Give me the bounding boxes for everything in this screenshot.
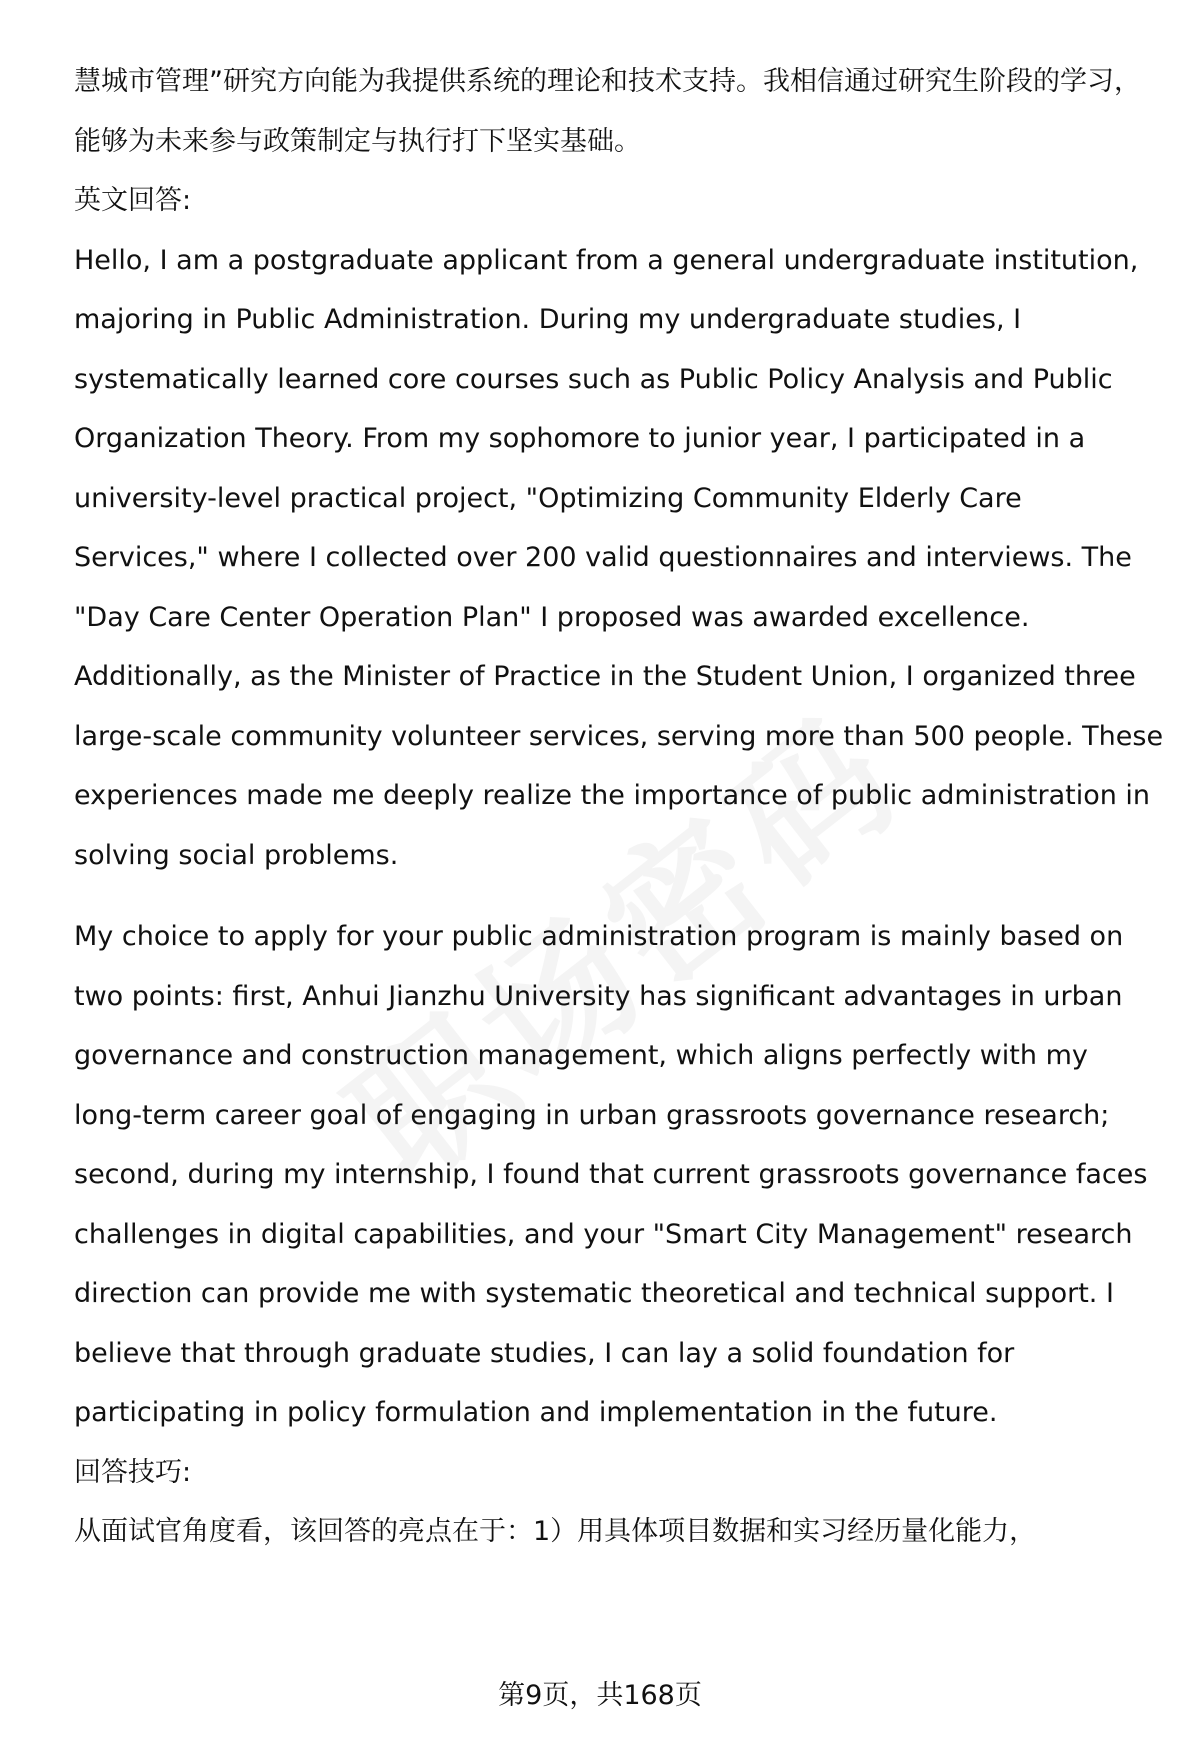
intro-continuation-paragraph: 慧城市管理”研究方向能为我提供系统的理论和技术支持。我相信通过研究生阶段的学习，能够为未来参与政策制定与执行打下坚实基础。 (74, 66, 1141, 157)
english-answer-label: 英文回答: (74, 185, 192, 216)
tips-first-line: 从面试官角度看，该回答的亮点在于：1）用具体项目数据和实习经历量化能力， (74, 1516, 1037, 1547)
document-body (74, 52, 1164, 1562)
english-paragraph-1: Hello, I am a postgraduate applicant from a general undergraduate institution, majoring in Public Administration. During my undergraduate studies, I systematically learned core courses such as Public Policy Analysis and Public Organization Theory. From my sophomore to junior year, I participated in a university-level practical project, "Optimizing Community Elderly Care Services," where I collected over 200 valid questionnaires and interviews. The "Day Care Center Operation Plan" I proposed was awarded excellence. Additionally, as the Minister of Practice in the Student Union, I organized three large-scale community volunteer services, serving more than 500 people. These experiences made me deeply realize the importance of public administration in solving social problems. (74, 244, 1164, 871)
page-indicator: 第9页，共168页 (498, 1680, 702, 1711)
tips-label: 回答技巧: (74, 1456, 192, 1488)
english-paragraph-2: My choice to apply for your public administration program is mainly based on two points: first, Anhui Jianzhu University has significant advantages in urban governance and construction management, which aligns perfectly with my long-term career goal of engaging in urban grassroots governance research; second, during my internship, I found that current grassroots governance faces challenges in digital capabilities, and your "Smart City Management" research direction can provide me with systematic theoretical and technical support. I believe that through graduate studies, I can lay a solid foundation for participating in policy formulation and implementation in the future. (74, 921, 1148, 1428)
